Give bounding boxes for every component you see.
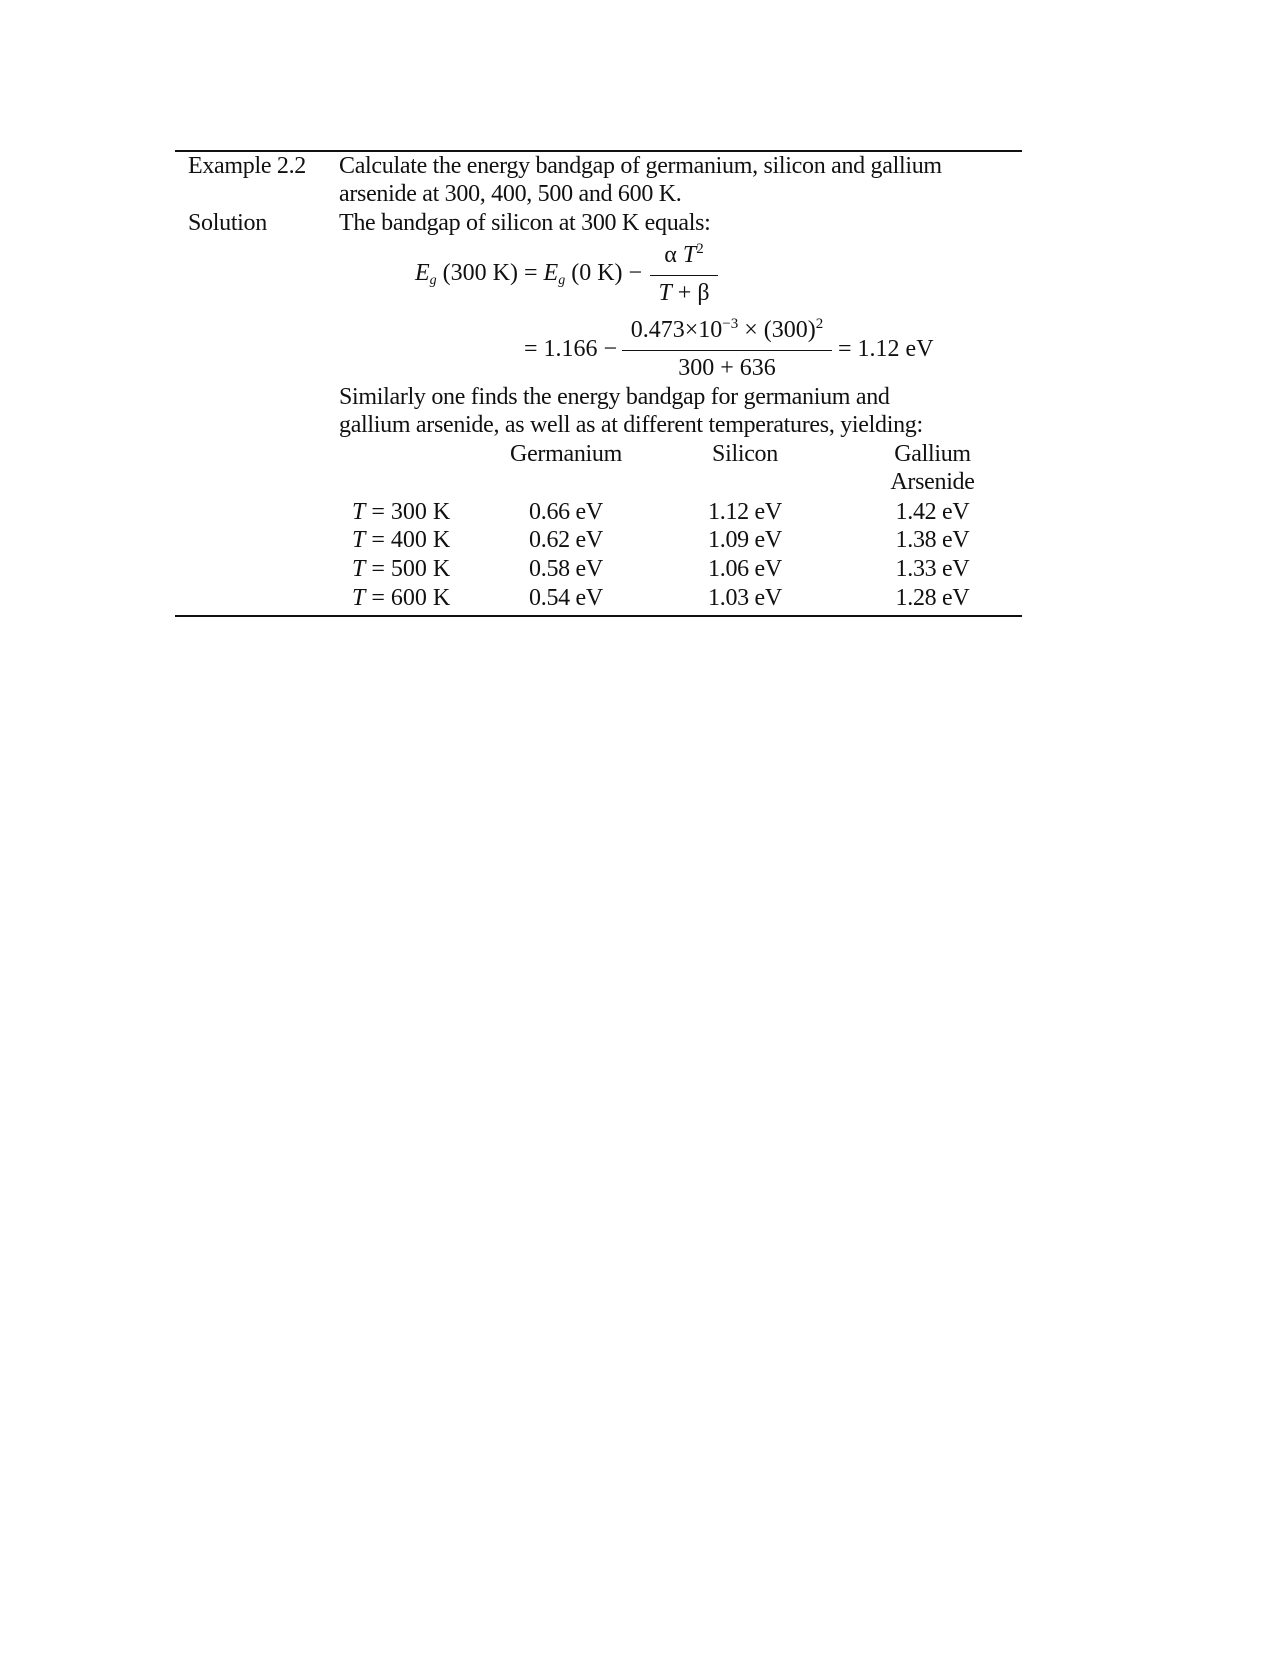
row-label-1: T = 300 K xyxy=(352,499,451,525)
cell-si-1: 1.12 eV xyxy=(708,499,782,525)
eq1-subscript-g: g xyxy=(429,273,437,288)
eq2-numerator: $0.473\times 10^{-3} \times (300)^2$ xyxy=(630,316,824,343)
example-label: Example 2.2 xyxy=(188,153,307,179)
equation-2-result: = 1.12 eV xyxy=(838,336,934,362)
eq2-fraction-bar xyxy=(622,350,832,351)
cell-ge-4: 0.54 eV xyxy=(529,585,603,611)
cell-gaas-2: 1.38 eV xyxy=(895,527,970,553)
solution-intro: The bandgap of silicon at 300 K equals: xyxy=(339,210,711,236)
eq1-numerator: α $T^2$ xyxy=(664,241,704,268)
eq1-fraction-bar xyxy=(650,275,718,276)
header-silicon: Silicon xyxy=(712,441,778,467)
row-label-3: T = 500 K xyxy=(352,556,451,582)
cell-gaas-4: 1.28 eV xyxy=(895,585,970,611)
equation-2-prefix: = 1.166 − xyxy=(524,336,618,362)
cell-si-4: 1.03 eV xyxy=(708,585,782,611)
equation-2-fraction xyxy=(622,315,832,383)
eq1-rhs-argument: (0 K) − xyxy=(565,260,643,286)
cell-si-2: 1.09 eV xyxy=(708,527,782,553)
eq1-denominator: T + β xyxy=(658,280,710,306)
header-arsenide: Arsenide xyxy=(890,469,975,495)
header-germanium: Germanium xyxy=(510,441,622,467)
equation-1-lhs xyxy=(415,260,642,287)
eq1-lhs-argument: (300 K) = xyxy=(436,260,544,286)
cell-ge-3: 0.58 eV xyxy=(529,556,603,582)
solution-label: Solution xyxy=(188,210,267,236)
eq1-rhs-E-symbol: E xyxy=(543,260,559,286)
equation-1-fraction xyxy=(650,240,718,308)
cell-gaas-3: 1.33 eV xyxy=(895,556,970,582)
problem-line-2: arsenide at 300, 400, 500 and 600 K. xyxy=(339,181,682,207)
eq1-E-symbol: E xyxy=(415,260,430,286)
cell-gaas-1: 1.42 eV xyxy=(895,499,970,525)
bottom-rule xyxy=(175,615,1022,617)
follow-line-2: gallium arsenide, as well as at different temperatures, yielding: xyxy=(339,412,923,438)
row-label-2: T = 400 K xyxy=(352,527,451,553)
cell-ge-1: 0.66 eV xyxy=(529,499,603,525)
eq2-denominator: 300 + 636 xyxy=(678,355,776,381)
header-gallium: Gallium xyxy=(894,441,971,467)
problem-line-1: Calculate the energy bandgap of germanium, silicon and gallium xyxy=(339,153,942,179)
eq1-rhs-subscript-g: g xyxy=(558,273,566,288)
cell-si-3: 1.06 eV xyxy=(708,556,782,582)
row-label-4: T = 600 K xyxy=(352,585,451,611)
cell-ge-2: 0.62 eV xyxy=(529,527,603,553)
follow-line-1: Similarly one finds the energy bandgap for germanium and xyxy=(339,384,890,410)
